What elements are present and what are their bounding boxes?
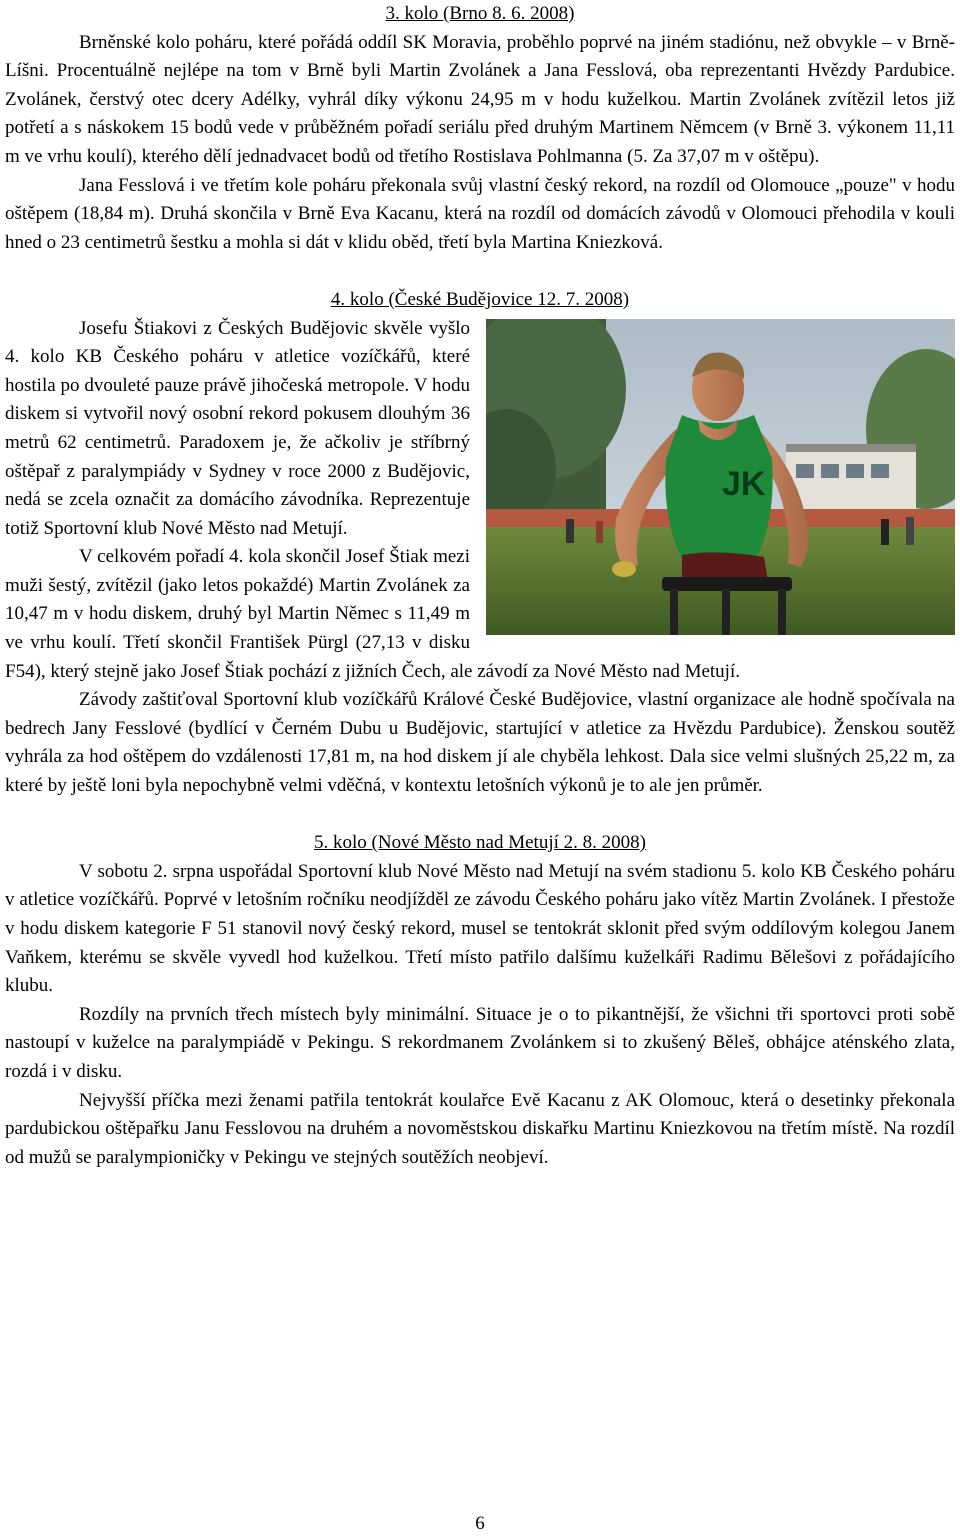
- section-4-heading: 4. kolo (České Budějovice 12. 7. 2008): [330, 288, 630, 310]
- section-3-paragraph-2: Jana Fesslová i ve třetím kole poháru překonala svůj vlastní český rekord, na rozdíl od Olomouce „pouze" v hodu oštěpem (18,84 m). Druhá skončila v Brně Eva Kacanu, která na rozdíl od domácích závodů v Olomouci přehodila v kouli hned o 23 centimetrů šestku a mohla si dát v klidu oběd, třetí byla Martina Kniezková.: [5, 174, 955, 253]
- section-3-heading: 3. kolo (Brno 8. 6. 2008): [385, 3, 575, 24]
- section-5-paragraph-3: Nejvyšší příčka mezi ženami patřila tentokrát koulařce Evě Kacanu z AK Olomouc, která o desetinky překonala pardubickou oštěpařku Janu Fesslovou na druhém a novoměstskou diskařku Martinu Kniezkovou na třetím místě. Na rozdíl od mužů se paralympioničky v Pekingu ve stejných soutěžích neobjeví.: [5, 1089, 955, 1168]
- section-3-paragraph-1: Brněnské kolo poháru, které pořádá oddíl SK Moravia, proběhlo poprvé na jiném stadiónu, než obvykle – v Brně-Líšni. Procentuálně nejlépe na tom v Brně byli Martin Zvolánek a Jana Fesslová, oba reprezentanti Hvězdy Pardubice. Zvolánek, čerstvý otec dcery Adélky, vyhrál díky výkonu 24,95 m v hodu kuželkou. Martin Zvolánek zvítězil letos již potřetí a s náskokem 15 bodů vede v průběžném pořadí seriálu před druhým Martinem Němcem (v Brně 3. výkonem 11,11 m ve vrhu koulí), kterého dělí jednadvacet bodů od třetího Rostislava Pohlmanna (5. Za 37,07 m v oštěpu).: [5, 31, 955, 167]
- section-gap: [5, 801, 955, 830]
- section-4-paragraph-3: Závody zaštiťoval Sportovní klub vozíčkářů Králové České Budějovice, vlastní organizace ale hodně spočívala na bedrech Jany Fesslové (bydlící v Černém Dubu u Budějovic, startující v atletice za Hvězdu Pardubice). Ženskou soutěž vyhrála za hod oštěpem do vzdálenosti 17,81 m, na hod diskem jí ale chyběla lehkost. Dala sice velmi slušných 25,22 m, za které by ještě loni byla nepochybně velmi vděčná, v kontextu letošních výkonů je to ale jen průměr.: [5, 689, 955, 797]
- section-5-heading: 5. kolo (Nové Město nad Metují 2. 8. 2008): [314, 832, 646, 854]
- vest-logo-text: JK: [722, 464, 766, 503]
- athlete-photo: [486, 319, 955, 635]
- section-4-paragraph-1: [5, 315, 955, 544]
- section-4-paragraph-1-text: Josefu Štiakovi z Českých Budějovic skvěle vyšlo 4. kolo KB Českého poháru v atletice vozíčkářů, které hostila po dvouleté pauze právě jihočeská metropole. V hodu diskem si vytvořil nový osobní rekord pokusem dlouhým 36 metrů 62 centimetrů. Paradoxem je, že ačkoliv je stříbrný oštěpař z paralympiády v Sydney v roce 2000 z Budějovic, nedá se zcela označit za domácího závodníka. Reprezentuje totiž Sportovní klub Nové Město nad Metují.: [5, 317, 470, 539]
- document-page: [5, 0, 955, 1172]
- section-5-paragraph-2: Rozdíly na prvních třech místech byly minimální. Situace je o to pikantnější, že všichni tři sportovci proti sobě nastoupí v kuželce na paralympiádě v Pekingu. S rekordmanem Zvolánkem si to zkušený Běleš, obhájce aténského zlata, rozdá i v disku.: [5, 1003, 955, 1082]
- section-5-paragraph-1: V sobotu 2. srpna uspořádal Sportovní klub Nové Město nad Metují na svém stadionu 5. kolo KB Českého poháru v atletice vozíčkářů. Poprvé v letošním ročníku neodjížděl ze závodu Českého poháru jako vítěz Martin Zvolánek. I přestože v hodu diskem kategorie F 51 stanovil nový český rekord, musel se tentokrát sklonit před svým oddílovým kolegou Janem Vaňkem, kterému se skvěle vyvedl hod kuželkou. Třetí místo patřilo dalšímu kuželkáři Radimu Bělešovi z pořádajícího klubu.: [5, 860, 955, 997]
- section-4-paragraph-2: V celkovém pořadí 4. kola skončil Josef Štiak mezi muži šestý, zvítězil (jako letos pokaždé) Martin Zvolánek za 10,47 m v hodu diskem, druhý byl Martin Němec s 11,49 m ve vrhu koulí. Třetí skončil František Pürgl (27,13 v disku F54), který stejně jako Josef Štiak pochází z jižních Čech, ale závodí za Nové Město nad Metují.: [5, 546, 740, 682]
- page-number: 6: [475, 1513, 485, 1534]
- section-gap: [5, 257, 955, 286]
